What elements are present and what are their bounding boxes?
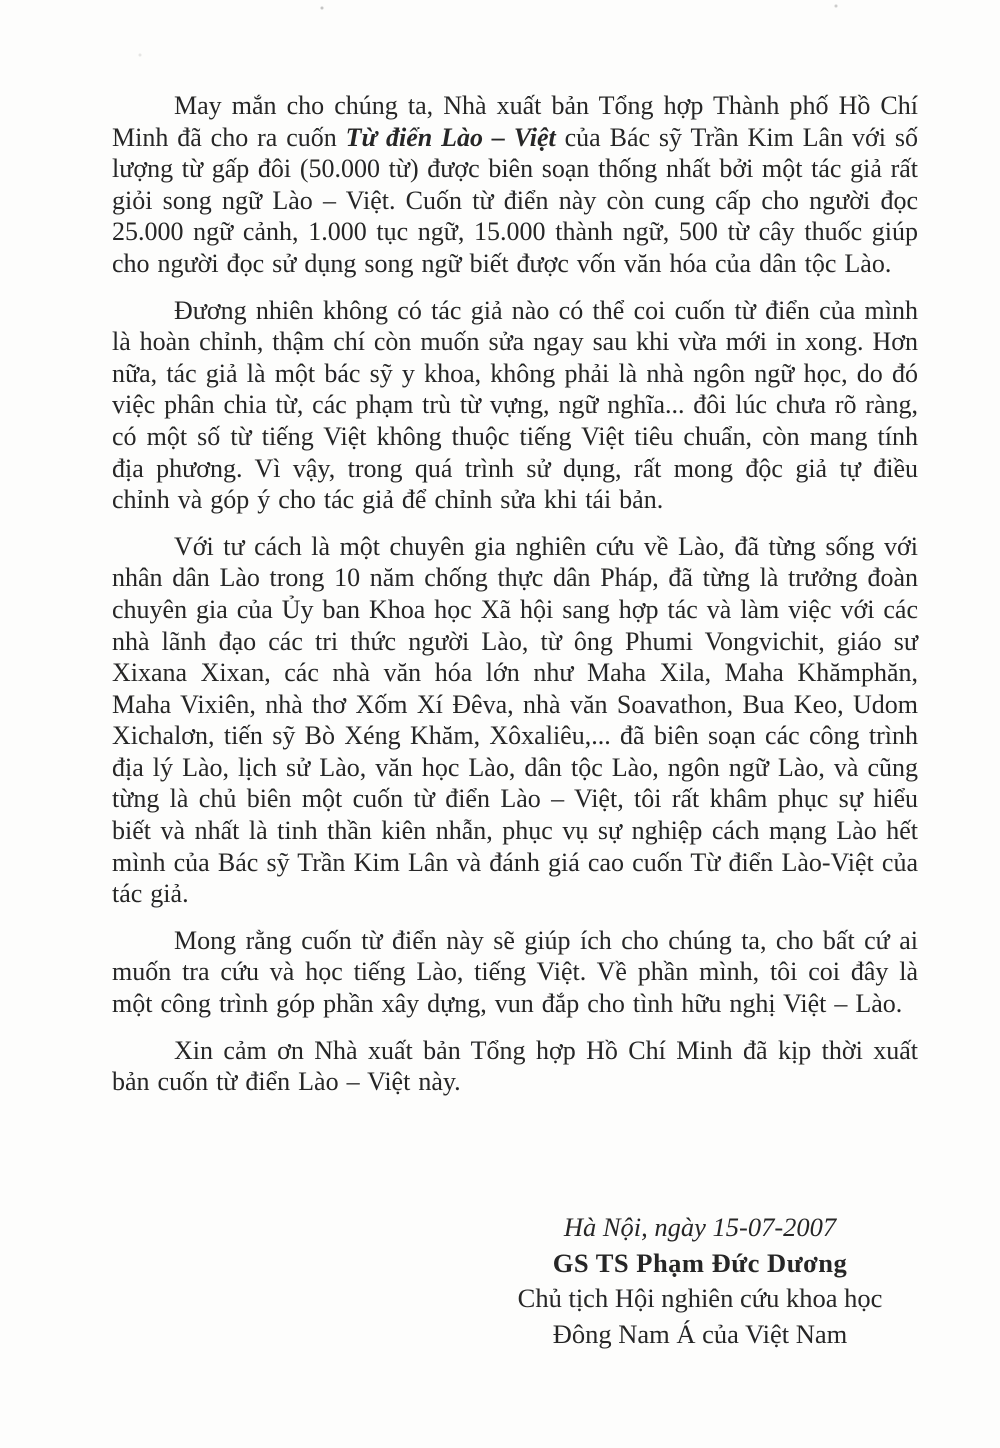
signature-title-line-2: Đông Nam Á của Việt Nam	[552, 1318, 848, 1349]
paragraph-3: Với tư cách là một chuyên gia nghiên cứu về Lào, đã từng sống với nhân dân Lào trong 10 năm chống thực dân Pháp, đã từng là trưởng đoàn chuyên gia của Ủy ban Khoa học Xã hội sang hợp tác và làm việc với các nhà lãnh đạo các tri thức người Lào, từ ông Phumi Vongvichit, giáo sư Xixana Xixan, các nhà văn hóa lớn như Maha Xila, Maha Khămphăn, Maha Vixiên, nhà thơ Xốm Xí Đêva, nhà văn Soavathon, Bua Keo, Udom Xichalơn, tiến sỹ Bò Xéng Khăm, Xôxaliêu,... đã biên soạn các công trình địa lý Lào, lịch sử Lào, văn học Lào, dân tộc Lào, ngôn ngữ Lào, và cũng từng là chủ biên một cuốn từ điển Lào – Việt, tôi rất khâm phục sự hiểu biết và nhất là tinh thần kiên nhẫn, phục vụ sự nghiệp cách mạng Lào hết mình của Bác sỹ Trần Kim Lân và đánh giá cao cuốn Từ điển Lào-Việt của tác giả.	[112, 531, 918, 909]
book-title-emphasis: Từ điển Lào – Việt	[345, 122, 556, 152]
paragraph-2: Đương nhiên không có tác giả nào có thể coi cuốn từ điển của mình là hoàn chỉnh, thậm chí còn muốn sửa ngay sau khi vừa mới in xong. Hơn nữa, tác giả là một bác sỹ y khoa, không phải là nhà ngôn ngữ học, do đó việc phân chia từ, các phạm trù từ vựng, ngữ nghĩa... đôi lúc chưa rõ ràng, có một số từ tiếng Việt không thuộc tiếng Việt tiêu chuẩn, còn mang tính địa phương. Vì vậy, trong quá trình sử dụng, rất mong độc giả tự điều chỉnh và góp ý cho tác giả để chỉnh sửa khi tái bản.	[112, 295, 918, 515]
paragraph-1	[112, 90, 918, 280]
signature-name: GS TS Phạm Đức Dương	[552, 1247, 848, 1278]
paragraph-1-text-start: May mắn cho chúng ta, Nhà xuất bản Tổng hợp Thành phố Hồ Chí Minh đã cho ra cuốn	[112, 91, 918, 152]
document-body	[112, 90, 918, 1113]
signature-place-date: Hà Nội, ngày 15-07-2007	[563, 1212, 837, 1242]
signature-title-line-1: Chủ tịch Hội nghiên cứu khoa học	[517, 1283, 883, 1313]
signature-block	[470, 1210, 930, 1352]
paragraph-5: Xin cảm ơn Nhà xuất bản Tổng hợp Hồ Chí Minh đã kịp thời xuất bản cuốn từ điển Lào – Việt này.	[112, 1035, 918, 1097]
paragraph-1-text-end: của Bác sỹ Trần Kim Lân với số lượng từ gấp đôi (50.000 từ) được biên soạn thống nhất bởi một tác giả rất giỏi song ngữ Lào – Việt. Cuốn từ điển này còn cung cấp cho người đọc 25.000 ngữ cảnh, 1.000 tục ngữ, 15.000 thành ngữ, 500 từ cây thuốc giúp cho người đọc sử dụng song ngữ biết được vốn văn hóa của dân tộc Lào.	[112, 122, 918, 278]
paragraph-4: Mong rằng cuốn từ điển này sẽ giúp ích cho chúng ta, cho bất cứ ai muốn tra cứu và học tiếng Lào, tiếng Việt. Về phần mình, tôi coi đây là một công trình góp phần xây dựng, vun đắp cho tình hữu nghị Việt – Lào.	[112, 925, 918, 1019]
